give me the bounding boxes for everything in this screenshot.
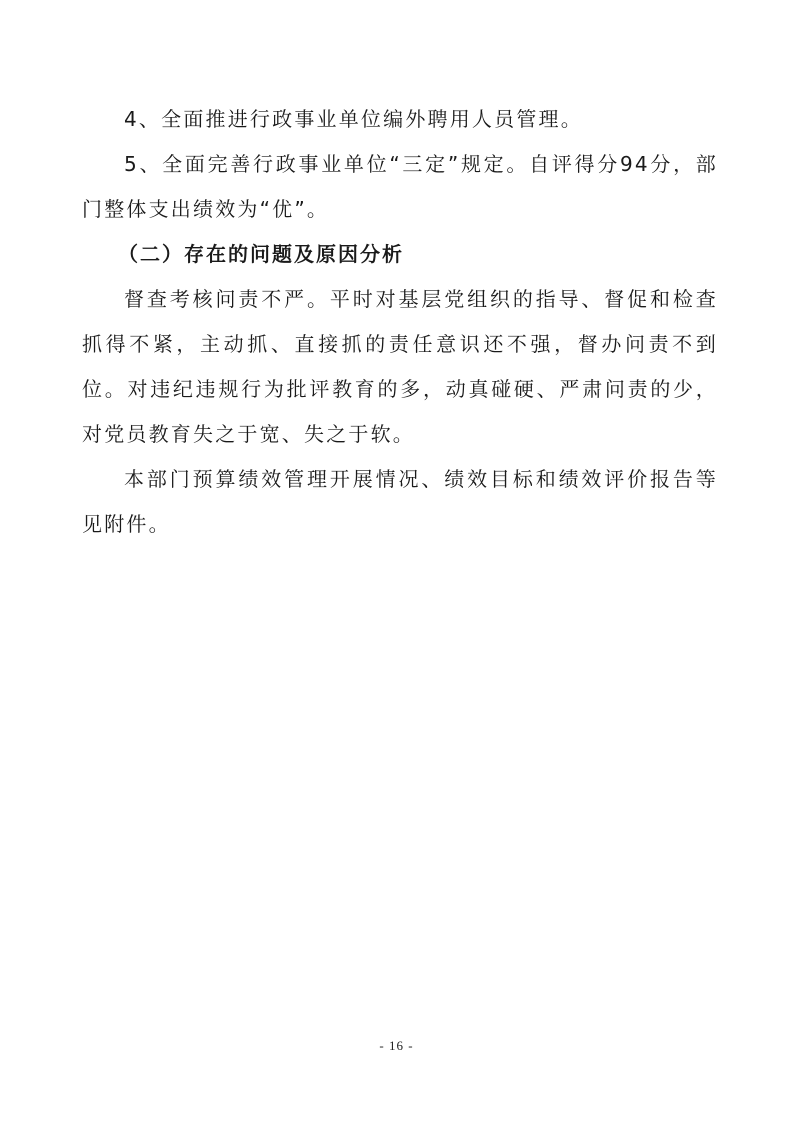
document-body — [82, 97, 718, 547]
paragraph-item-4: 4、全面推进行政事业单位编外聘用人员管理。 — [124, 107, 583, 131]
page-number: - 16 - — [379, 1038, 414, 1053]
paragraph-problems: 督查考核问责不严。平时对基层党组织的指导、督促和检查抓得不紧，主动抓、直接抓的责任意识还不强，督办问责不到位。对违纪违规行为批评教育的多，动真碰硬、严肃问责的少，对党员教育失之于宽、失之于软。 — [82, 287, 718, 446]
paragraph-attachment-note: 本部门预算绩效管理开展情况、绩效目标和绩效评价报告等见附件。 — [82, 467, 718, 536]
section-heading: （二）存在的问题及原因分析 — [118, 242, 404, 266]
paragraph-item-5: 5、全面完善行政事业单位“三定”规定。自评得分94分，部门整体支出绩效为“优”。 — [82, 152, 718, 221]
